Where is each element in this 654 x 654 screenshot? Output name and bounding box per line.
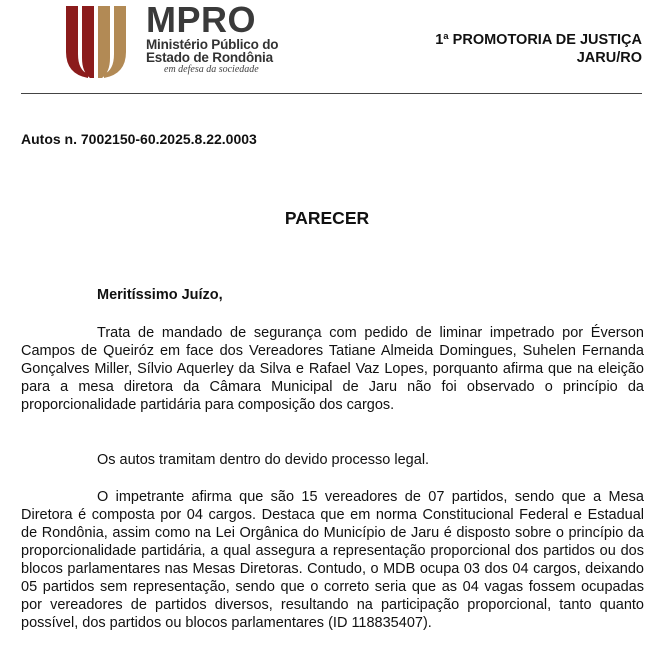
body-paragraph: Trata de mandado de segurança com pedido de liminar impetrado por Éverson Campos de Queiróz em face dos Vereadores Tatiane Almeida Domingues, Suhelen Fernanda Gonçalves Miller, Sílvio Aquerley da Silva e Rafael Vaz Lopes, porquanto afirma que na eleição para a mesa diretora da Câmara Municipal de Jaru não foi observado o princípio da proporcionalidade partidária para composição dos cargos. [21, 325, 644, 413]
mp-logo-icon [64, 4, 128, 80]
office-line2: JARU/RO [576, 50, 642, 66]
tagline: em defesa da sociedade [164, 64, 259, 75]
document-title: PARECER [284, 208, 370, 228]
body-paragraph: O impetrante afirma que são 15 vereadores de 07 partidos, sendo que a Mesa Diretora é composta por 04 cargos. Destaca que em norma Constitucional Federal e Estadual de Rondônia, assim como na Lei Orgânica do Município de Jaru é disposto sobre o princípio da proporcionalidade partidária, a qual assegura a representação proporcional dos partidos ou dos blocos parlamentares nas Mesas Diretoras. Contudo, o MDB ocupa 03 dos 04 cargos, deixando 05 partidos sem representação, sendo que o correto seria que as 04 vagas fossem ocupadas por vereadores de partidos diversos, resultando na participação proporcional, tanto quanto possível, dos partidos ou blocos parlamentares (ID 118835407). [21, 489, 644, 631]
org-name-line1: Ministério Público do [146, 37, 279, 52]
office-name [435, 31, 642, 67]
brand-name: MPRO [146, 0, 256, 40]
page-header [0, 0, 654, 94]
header-divider [21, 93, 642, 94]
salutation: Meritíssimo Juízo, [97, 287, 223, 303]
org-name-line2: Estado de Rondônia [146, 50, 273, 65]
logo-text [146, 2, 278, 75]
case-number: Autos n. 7002150-60.2025.8.22.0003 [21, 131, 257, 147]
body-paragraph: Os autos tramitam dentro do devido processo legal. [97, 452, 430, 468]
office-line1: 1ª PROMOTORIA DE JUSTIÇA [435, 32, 642, 48]
